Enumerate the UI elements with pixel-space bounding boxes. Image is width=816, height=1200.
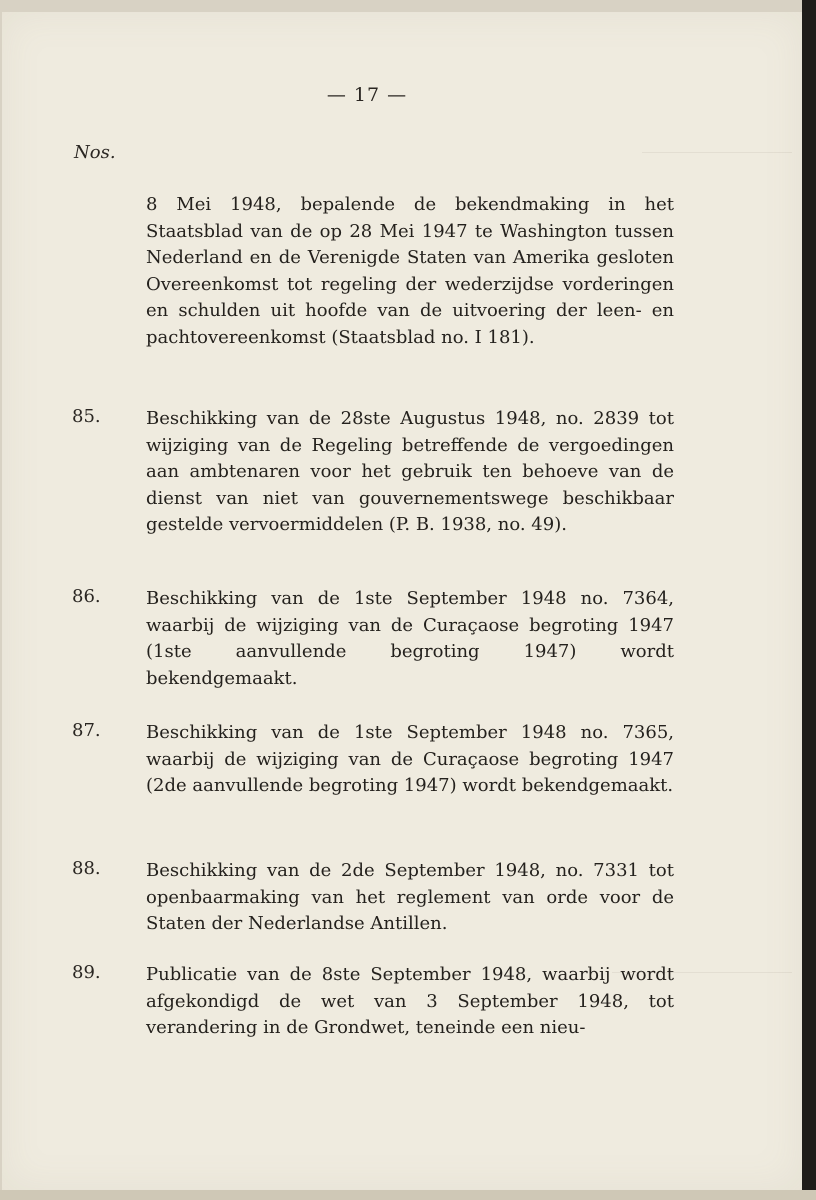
scan-edge-bottom — [0, 1190, 816, 1200]
entry-text: Beschikking van de 28ste Augustus 1948, no. 2839 tot wijziging van de Regeling betreffende de vergoedingen aan ambtenaren voor het gebruik ten behoeve van de dienst van niet van gouvernementswege beschikbaar gestelde vervoermiddelen (P. B. 1938, no. 49). — [146, 408, 674, 535]
entry-number: 85. — [72, 406, 101, 427]
entry-number: 86. — [72, 586, 101, 607]
entry-number: 87. — [72, 720, 101, 741]
document-page — [2, 12, 802, 1190]
entry-text: Beschikking van de 1ste September 1948 no. 7365, waarbij de wijziging van de Curaçaose begroting 1947 (2de aanvullende begroting 1947) wordt bekendgemaakt. — [146, 722, 674, 796]
entry-number: 89. — [72, 962, 101, 983]
entry-number: 88. — [72, 858, 101, 879]
entry-text: 8 Mei 1948, bepalende de bekendmaking in het Staatsblad van de op 28 Mei 1947 te Washington tussen Nederland en de Verenigde Staten van Amerika gesloten Overeenkomst tot regeling der wederzijdse vorderingen en schulden uit hoofde van de uitvoering der leen- en pachtovereenkomst (Staatsblad no. I 181). — [146, 194, 674, 348]
entry-text: Beschikking van de 2de September 1948, no. 7331 tot openbaarmaking van het reglement van orde voor de Staten der Nederlandse Antillen. — [146, 860, 674, 934]
entry-text: Publicatie van de 8ste September 1948, waarbij wordt afgekondigd de wet van 3 September 1948, tot verandering in de Grondwet, teneinde een nieu- — [146, 964, 674, 1038]
show-through-decoration — [642, 152, 792, 163]
entry-text: Beschikking van de 1ste September 1948 no. 7364, waarbij de wijziging van de Curaçaose begroting 1947 (1ste aanvullende begroting 1947) wordt bekendgemaakt. — [146, 588, 674, 689]
page-number: — 17 — — [326, 84, 408, 106]
scan-edge-right — [802, 0, 816, 1200]
nos-label: Nos. — [74, 142, 116, 163]
